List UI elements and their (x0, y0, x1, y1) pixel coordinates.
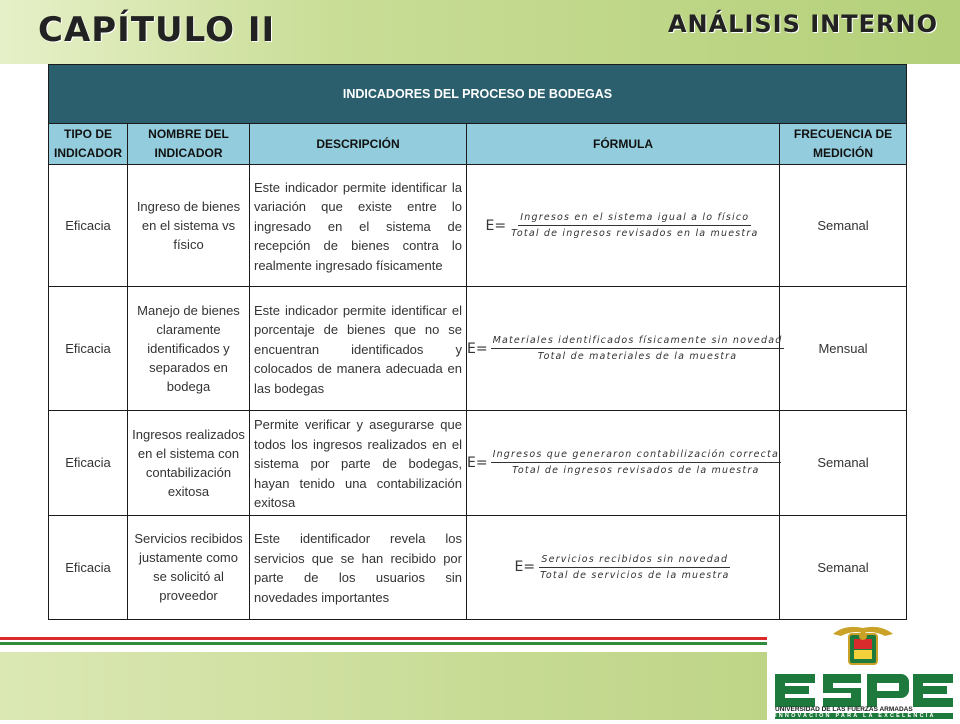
logo-tagline: INNOVACIÓN PARA LA EXCELENCIA (775, 713, 953, 719)
green-stripe (0, 642, 770, 645)
cell-formula (467, 411, 780, 516)
table-title: INDICADORES DEL PROCESO DE BODEGAS (49, 65, 907, 124)
table-row (49, 287, 907, 411)
formula (514, 554, 731, 581)
formula (467, 335, 784, 362)
formula-numerator: Materiales identificados físicamente sin novedad (491, 335, 785, 349)
cell-tipo: Eficacia (49, 515, 128, 619)
formula-prefix: E= (514, 559, 536, 575)
cell-descripcion: Este identificador revela los servicios que se han recibido por parte de los usuarios sin novedades importantes (250, 515, 467, 619)
cell-formula (467, 287, 783, 411)
cell-nombre: Servicios recibidos justamente como se solicitó al proveedor (128, 515, 250, 619)
indicators-table-container (48, 64, 906, 620)
formula-numerator: Ingresos en el sistema igual a lo físico (518, 212, 751, 226)
col-header-nombre: NOMBRE DEL INDICADOR (128, 124, 250, 165)
col-header-descripcion: DESCRIPCIÓN (250, 124, 467, 165)
formula-prefix: E= (467, 340, 488, 357)
indicators-table (48, 64, 907, 620)
formula-denominator: Total de ingresos revisados de la muestra (512, 465, 760, 477)
cell-nombre: Manejo de bienes claramente identificados y separados en bodega (128, 287, 250, 411)
cell-formula (467, 165, 780, 287)
table-row (49, 411, 907, 516)
cell-frecuencia: Semanal (780, 165, 907, 287)
col-header-frecuencia: FRECUENCIA DE MEDICIÓN (780, 124, 907, 165)
decorative-stripes (0, 637, 770, 651)
cell-tipo: Eficacia (49, 411, 128, 516)
table-row (49, 165, 907, 287)
cell-frecuencia: Semanal (780, 515, 907, 619)
cell-descripcion: Este indicador permite identificar la variación que existe entre lo ingresado en el sistema de recepción de bienes contra lo realmente ingresado físicamente (250, 165, 467, 287)
formula-denominator: Total de servicios de la muestra (540, 569, 730, 581)
formula (467, 449, 781, 476)
cell-descripcion: Este indicador permite identificar el porcentaje de bienes que no se encuentran identificados y colocados de manera adecuada en las bodegas (250, 287, 467, 411)
formula-denominator: Total de ingresos revisados en la muestra (511, 228, 759, 239)
cell-frecuencia: Mensual (780, 287, 907, 411)
col-header-formula: FÓRMULA (467, 124, 780, 165)
cell-descripcion: Permite verificar y asegurarse que todos los ingresos realizados en el sistema por parte de bodegas, hayan tenido una contabilización exitosa (250, 411, 467, 516)
red-stripe (0, 637, 770, 640)
section-title: ANÁLISIS INTERNO (667, 10, 938, 38)
formula-prefix: E= (467, 454, 488, 471)
cell-nombre: Ingresos realizados en el sistema con contabilización exitosa (128, 411, 250, 516)
formula-numerator: Ingresos que generaron contabilización correcta (491, 449, 781, 463)
cell-tipo: Eficacia (49, 287, 128, 411)
cell-frecuencia: Semanal (780, 411, 907, 516)
formula-denominator: Total de materiales de la muestra (537, 351, 738, 362)
table-row (49, 515, 907, 619)
cell-tipo: Eficacia (49, 165, 128, 287)
formula-numerator: Servicios recibidos sin novedad (539, 554, 730, 568)
formula (486, 212, 761, 239)
cell-formula (467, 515, 780, 619)
chapter-title: CAPÍTULO II (38, 10, 276, 50)
logo-subtitle: UNIVERSIDAD DE LAS FUERZAS ARMADAS (775, 706, 913, 713)
espe-logo (767, 622, 960, 720)
formula-prefix: E= (485, 217, 507, 234)
cell-nombre: Ingreso de bienes en el sistema vs físico (128, 165, 250, 287)
col-header-tipo: TIPO DE INDICADOR (49, 124, 128, 165)
